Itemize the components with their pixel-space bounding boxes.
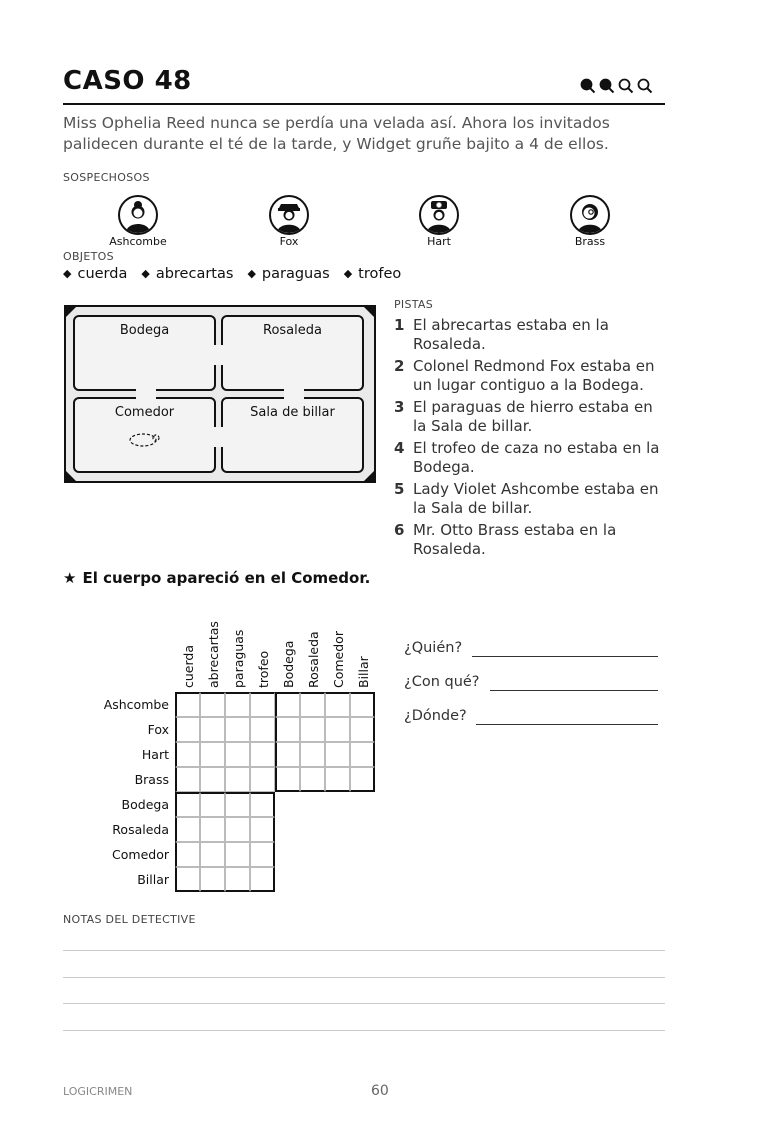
clue-list — [394, 316, 664, 562]
room-label: Bodega — [119, 323, 170, 338]
nurse-cap-icon — [419, 195, 459, 235]
grid-column-label: Comedor — [331, 631, 346, 688]
grid-cell[interactable] — [175, 792, 200, 817]
grid-cell[interactable] — [175, 842, 200, 867]
grid-cell[interactable] — [200, 867, 225, 892]
clue-item — [394, 521, 664, 559]
grid-cell[interactable] — [250, 842, 275, 867]
room-label: Sala de billar — [250, 405, 335, 420]
footer-brand: LOGICRIMEN — [63, 1085, 133, 1098]
grid-cell[interactable] — [225, 692, 250, 717]
grid-cell[interactable] — [250, 867, 275, 892]
grid-cell[interactable] — [350, 717, 375, 742]
grid-row-label: Fox — [147, 722, 169, 737]
grid-cell[interactable] — [300, 692, 325, 717]
grid-cell[interactable] — [275, 717, 300, 742]
difficulty-rating — [580, 78, 653, 94]
grid-cell[interactable] — [325, 717, 350, 742]
door — [214, 427, 224, 447]
clue-item — [394, 398, 664, 436]
grid-column-label: Bodega — [281, 640, 296, 688]
notes-line[interactable] — [63, 977, 665, 978]
grid-cell[interactable] — [250, 742, 275, 767]
grid-cell[interactable] — [250, 767, 275, 792]
objects-label: OBJETOS — [63, 250, 114, 263]
notes-line[interactable] — [63, 1030, 665, 1031]
grid-cell[interactable] — [300, 742, 325, 767]
grid-cell[interactable] — [175, 767, 200, 792]
clue-item — [394, 439, 664, 477]
answer-where-line[interactable] — [476, 724, 658, 725]
grid-row-label: Comedor — [112, 847, 169, 862]
clue-item — [394, 480, 664, 518]
grid-cell[interactable] — [175, 867, 200, 892]
grid-row-label: Brass — [134, 772, 169, 787]
grid-cell[interactable] — [225, 717, 250, 742]
grid-cell[interactable] — [200, 692, 225, 717]
magnifier-filled-icon — [580, 78, 596, 94]
title-divider — [63, 103, 665, 105]
grid-cell[interactable] — [225, 767, 250, 792]
clue-text: Mr. Otto Brass estaba en la Rosaleda. — [413, 521, 617, 558]
grid-cell[interactable] — [225, 817, 250, 842]
clue-item — [394, 357, 664, 395]
clue-number: 4 — [394, 439, 405, 457]
answer-who-line[interactable] — [472, 656, 658, 657]
clue-text: Colonel Redmond Fox estaba en un lugar contiguo a la Bodega. — [413, 357, 655, 394]
case-title: CASO 48 — [63, 66, 192, 96]
grid-cell[interactable] — [200, 842, 225, 867]
clue-item — [394, 316, 664, 354]
suspects-label: SOSPECHOSOS — [63, 171, 150, 184]
floor-map — [64, 305, 376, 483]
room-sala-de-billar — [221, 397, 364, 473]
grid-cell[interactable] — [200, 792, 225, 817]
magnifier-outline-icon — [618, 78, 634, 94]
grid-column-label: Billar — [356, 656, 371, 688]
object-item: ◆ trofeo — [344, 266, 402, 282]
grid-cell[interactable] — [300, 767, 325, 792]
room-label: Comedor — [114, 405, 175, 420]
grid-cell[interactable] — [250, 792, 275, 817]
room-rosaleda — [221, 315, 364, 391]
object-item: ◆ cuerda — [63, 266, 127, 282]
magnifier-filled-icon — [599, 78, 615, 94]
room-comedor — [73, 397, 216, 473]
grid-cell[interactable] — [200, 717, 225, 742]
answer-who-label: ¿Quién? — [404, 640, 463, 656]
grid-cell[interactable] — [225, 792, 250, 817]
body-found-note — [63, 569, 370, 587]
clue-text: Lady Violet Ashcombe estaba en la Sala de billar. — [413, 480, 659, 517]
clue-text: El abrecartas estaba en la Rosaleda. — [413, 316, 609, 353]
object-item: ◆ paraguas — [247, 266, 329, 282]
object-item: ◆ abrecartas — [141, 266, 233, 282]
answer-where-label: ¿Dónde? — [404, 708, 467, 724]
magnifier-outline-icon — [637, 78, 653, 94]
grid-cell[interactable] — [275, 692, 300, 717]
grid-column-label: paraguas — [231, 629, 246, 688]
grid-cell[interactable] — [250, 692, 275, 717]
clue-number: 6 — [394, 521, 405, 539]
body-outline-icon — [127, 430, 163, 450]
suspect-name: Ashcombe — [109, 235, 167, 248]
grid-cell[interactable] — [350, 692, 375, 717]
clue-number: 2 — [394, 357, 405, 375]
body-found-text: El cuerpo apareció en el Comedor. — [82, 569, 371, 587]
grid-column-label: cuerda — [181, 645, 196, 688]
suspect-ashcombe — [88, 195, 188, 248]
grid-cell[interactable] — [225, 742, 250, 767]
suspect-brass — [540, 195, 640, 248]
suspect-name: Hart — [427, 235, 451, 248]
grid-cell[interactable] — [350, 767, 375, 792]
grid-cell[interactable] — [175, 817, 200, 842]
grid-cell[interactable] — [325, 692, 350, 717]
grid-cell[interactable] — [325, 742, 350, 767]
grid-cell[interactable] — [250, 717, 275, 742]
grid-cell[interactable] — [175, 717, 200, 742]
grid-cell[interactable] — [225, 867, 250, 892]
answer-what-label: ¿Con qué? — [404, 674, 480, 690]
notes-label: NOTAS DEL DETECTIVE — [63, 913, 196, 926]
answer-what-line[interactable] — [490, 690, 658, 691]
grid-cell[interactable] — [200, 817, 225, 842]
grid-cell[interactable] — [250, 817, 275, 842]
clues-label: PISTAS — [394, 298, 434, 311]
clue-number: 5 — [394, 480, 405, 498]
man-monocle-icon — [570, 195, 610, 235]
grid-cell[interactable] — [275, 767, 300, 792]
grid-column-label: abrecartas — [206, 621, 221, 688]
grid-row-label: Billar — [137, 872, 169, 887]
officer-cap-icon — [269, 195, 309, 235]
clue-text: El trofeo de caza no estaba en la Bodega. — [413, 439, 660, 476]
objects-list — [63, 266, 401, 282]
grid-cell[interactable] — [225, 842, 250, 867]
grid-cell[interactable] — [350, 742, 375, 767]
door — [214, 345, 224, 365]
room-label: Rosaleda — [263, 323, 322, 338]
clue-number: 3 — [394, 398, 405, 416]
grid-cell[interactable] — [275, 742, 300, 767]
grid-cell[interactable] — [175, 692, 200, 717]
grid-cell[interactable] — [200, 767, 225, 792]
door — [136, 389, 156, 399]
grid-column-label: trofeo — [256, 650, 271, 688]
grid-row-label: Bodega — [121, 797, 169, 812]
room-bodega — [73, 315, 216, 391]
grid-row-label: Ashcombe — [103, 697, 169, 712]
suspect-fox — [239, 195, 339, 248]
notes-line[interactable] — [63, 1003, 665, 1004]
suspect-hart — [389, 195, 489, 248]
grid-row-label: Hart — [141, 747, 169, 762]
notes-line[interactable] — [63, 950, 665, 951]
grid-cell[interactable] — [325, 767, 350, 792]
case-intro: Miss Ophelia Reed nunca se perdía una velada así. Ahora los invitados palidecen durante el té de la tarde, y Widget gruñe bajito a 4 de ellos. — [63, 114, 610, 153]
grid-cell[interactable] — [200, 742, 225, 767]
star-icon: ★ — [63, 569, 77, 587]
grid-row-label: Rosaleda — [112, 822, 169, 837]
page-number: 60 — [371, 1083, 389, 1099]
door — [284, 389, 304, 399]
grid-cell[interactable] — [175, 742, 200, 767]
grid-cell[interactable] — [300, 717, 325, 742]
grid-column-label: Rosaleda — [306, 631, 321, 688]
clue-number: 1 — [394, 316, 405, 334]
woman-bun-icon — [118, 195, 158, 235]
clue-text: El paraguas de hierro estaba en la Sala de billar. — [413, 398, 653, 435]
suspect-name: Brass — [574, 235, 606, 248]
suspect-name: Fox — [279, 235, 299, 248]
